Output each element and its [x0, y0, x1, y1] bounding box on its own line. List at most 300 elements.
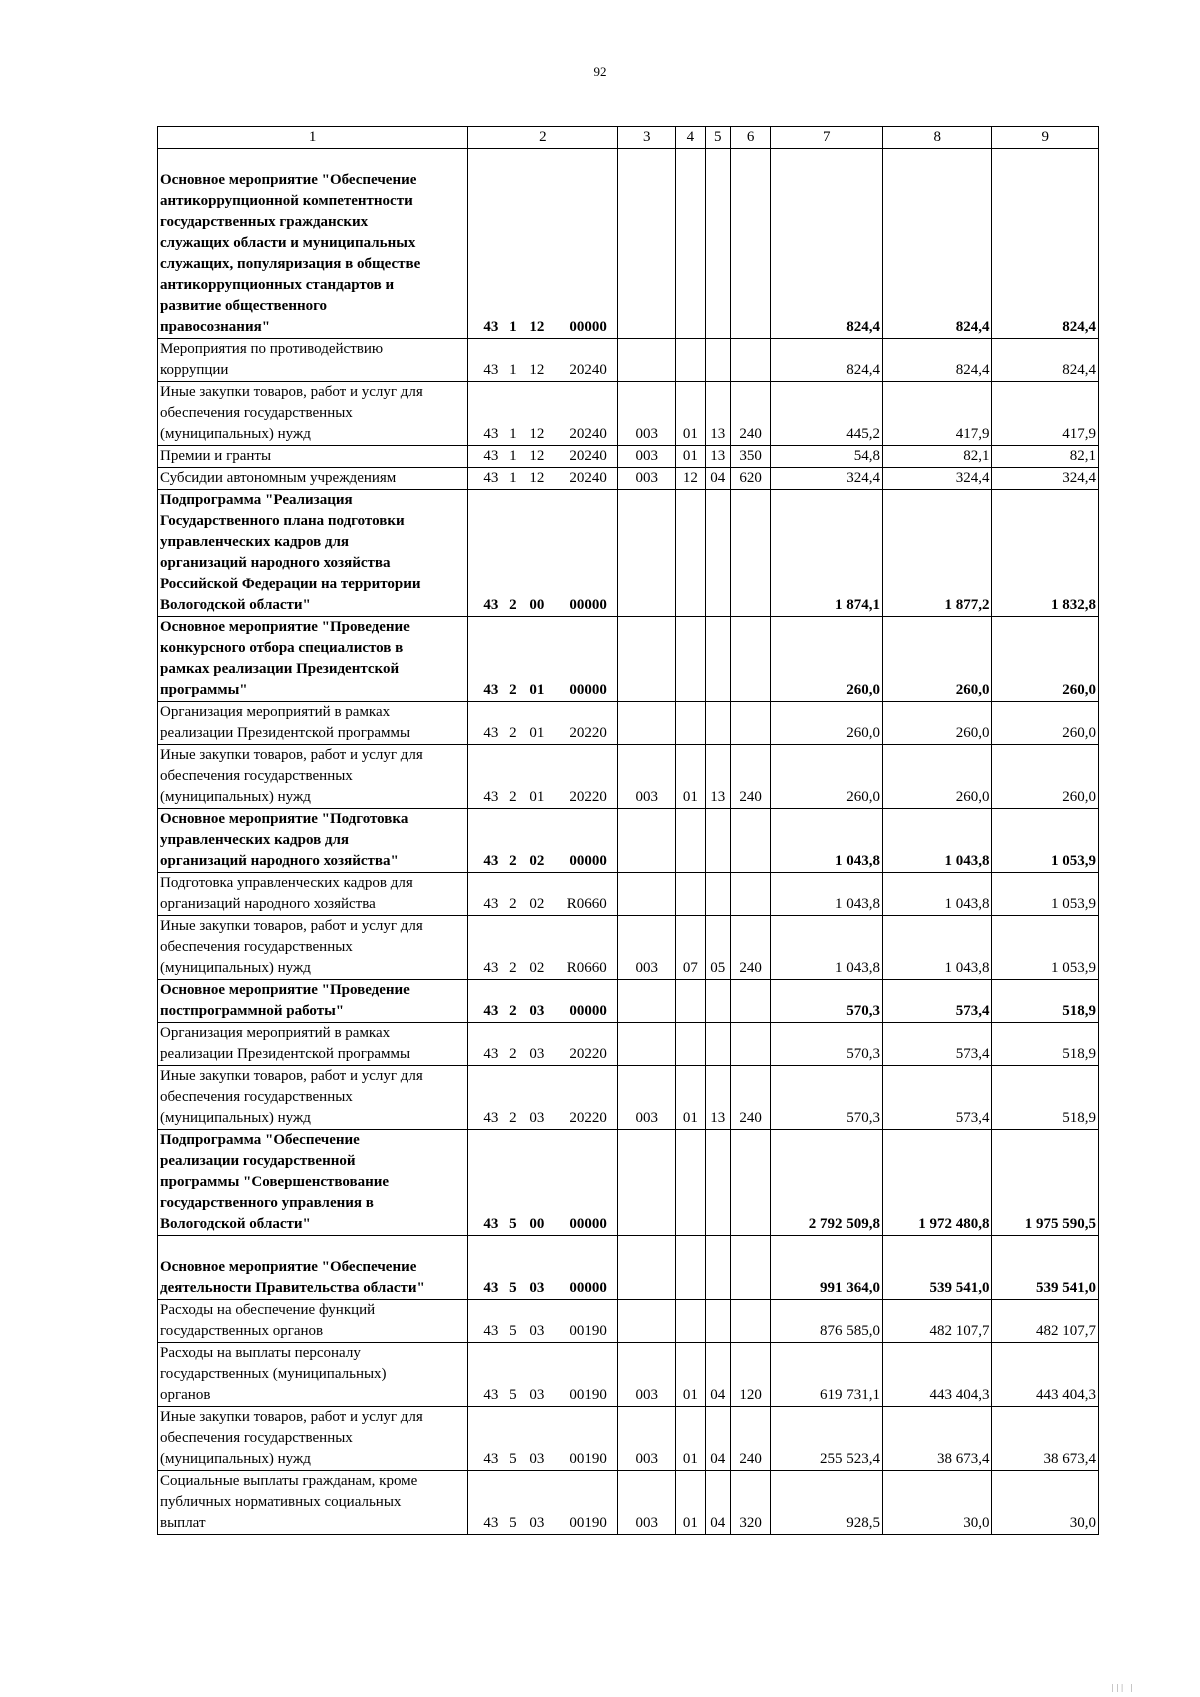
section-code: 01 [676, 382, 705, 446]
code-part: 43 [483, 448, 499, 464]
code-part: 43 [483, 1110, 499, 1126]
amount-col-7: 928,5 [771, 1471, 883, 1535]
amount-col-9: 417,9 [992, 382, 1099, 446]
classification-code [468, 490, 618, 617]
row-name-line: деятельности Правительства области" [160, 1280, 425, 1296]
table-row [158, 1066, 1099, 1130]
row-name [158, 1300, 468, 1343]
row-name-line: Вологодской области" [160, 597, 311, 613]
code-part: 00000 [569, 319, 607, 335]
amount-col-7: 324,4 [771, 468, 883, 490]
code-part: 03 [529, 1387, 545, 1403]
row-name-line: государственных органов [160, 1323, 324, 1339]
header-cell: 8 [882, 127, 992, 149]
row-name-line: (муниципальных) нужд [160, 789, 311, 805]
amount-col-9: 539 541,0 [992, 1236, 1099, 1300]
code-part: 12 [529, 470, 545, 486]
section-code [676, 1130, 705, 1236]
row-name [158, 1023, 468, 1066]
amount-col-7: 570,3 [771, 1066, 883, 1130]
amount-col-8: 539 541,0 [882, 1236, 992, 1300]
section-code [676, 490, 705, 617]
expense-type-code [730, 702, 771, 745]
ministry-code [618, 809, 676, 873]
amount-col-8: 573,4 [882, 1023, 992, 1066]
row-name-line: конкурсного отбора специалистов в [160, 640, 404, 656]
section-code [676, 980, 705, 1023]
row-name-line: управленческих кадров для [160, 534, 350, 550]
table-row [158, 1236, 1099, 1300]
amount-col-7: 54,8 [771, 446, 883, 468]
row-name [158, 490, 468, 617]
section-code [676, 702, 705, 745]
amount-col-8: 260,0 [882, 745, 992, 809]
amount-col-9: 1 053,9 [992, 916, 1099, 980]
code-part: 2 [509, 896, 517, 912]
row-name [158, 702, 468, 745]
classification-code [468, 1023, 618, 1066]
ministry-code: 003 [618, 382, 676, 446]
code-part: 1 [509, 362, 517, 378]
row-name-line: Премии и гранты [160, 448, 272, 464]
subsection-code [705, 980, 730, 1023]
expense-type-code: 350 [730, 446, 771, 468]
row-name-line: Иные закупки товаров, работ и услуг для [160, 747, 423, 763]
expense-type-code: 320 [730, 1471, 771, 1535]
amount-col-8: 1 043,8 [882, 809, 992, 873]
table-row [158, 1407, 1099, 1471]
section-code [676, 149, 705, 339]
amount-col-8: 443 404,3 [882, 1343, 992, 1407]
expense-type-code [730, 1023, 771, 1066]
subsection-code [705, 339, 730, 382]
header-cell: 1 [158, 127, 468, 149]
header-cell: 5 [705, 127, 730, 149]
amount-col-9: 30,0 [992, 1471, 1099, 1535]
subsection-code [705, 490, 730, 617]
amount-col-8: 824,4 [882, 339, 992, 382]
code-part: 43 [483, 1451, 499, 1467]
code-part: 5 [509, 1323, 517, 1339]
expense-type-code: 240 [730, 1066, 771, 1130]
amount-col-8: 1 972 480,8 [882, 1130, 992, 1236]
code-part: 12 [529, 448, 545, 464]
ministry-code: 003 [618, 916, 676, 980]
code-part: 00000 [569, 597, 607, 613]
row-name [158, 1407, 468, 1471]
amount-col-9: 260,0 [992, 745, 1099, 809]
blank-line [160, 1236, 465, 1257]
section-code [676, 809, 705, 873]
amount-col-9: 260,0 [992, 702, 1099, 745]
code-part: 43 [483, 1515, 499, 1531]
row-name-line: Иные закупки товаров, работ и услуг для [160, 384, 423, 400]
code-part: 12 [529, 362, 545, 378]
row-name [158, 617, 468, 702]
expense-type-code: 240 [730, 1407, 771, 1471]
amount-col-8: 260,0 [882, 617, 992, 702]
amount-col-8: 1 043,8 [882, 916, 992, 980]
table-row [158, 980, 1099, 1023]
row-name-line: служащих области и муниципальных [160, 235, 416, 251]
code-part: 43 [483, 682, 499, 698]
table-row [158, 702, 1099, 745]
row-name-line: развитие общественного [160, 298, 328, 314]
amount-col-7: 2 792 509,8 [771, 1130, 883, 1236]
subsection-code: 13 [705, 382, 730, 446]
amount-col-9: 518,9 [992, 980, 1099, 1023]
table-row [158, 1023, 1099, 1066]
section-code: 01 [676, 1343, 705, 1407]
row-name-line: Организация мероприятий в рамках [160, 704, 391, 720]
amount-col-9: 38 673,4 [992, 1407, 1099, 1471]
code-part: 2 [509, 1110, 517, 1126]
classification-code [468, 382, 618, 446]
row-name-line: организаций народного хозяйства [160, 555, 391, 571]
classification-code [468, 702, 618, 745]
row-name-line: Иные закупки товаров, работ и услуг для [160, 1068, 423, 1084]
classification-code [468, 809, 618, 873]
ministry-code [618, 149, 676, 339]
amount-col-8: 482 107,7 [882, 1300, 992, 1343]
code-part: 2 [509, 597, 517, 613]
amount-col-7: 619 731,1 [771, 1343, 883, 1407]
code-part: 43 [483, 1216, 499, 1232]
row-name-line: Основное мероприятие "Обеспечение [160, 1259, 417, 1275]
row-name-line: Основное мероприятие "Подготовка [160, 811, 409, 827]
row-name-line: Подпрограмма "Обеспечение [160, 1132, 360, 1148]
ministry-code [618, 980, 676, 1023]
row-name [158, 1343, 468, 1407]
row-name-line: антикоррупционной компетентности [160, 193, 413, 209]
row-name-line: постпрограммной работы" [160, 1003, 345, 1019]
ministry-code: 003 [618, 446, 676, 468]
subsection-code: 04 [705, 468, 730, 490]
classification-code [468, 446, 618, 468]
amount-col-8: 30,0 [882, 1471, 992, 1535]
row-name-line: программы "Совершенствование [160, 1174, 390, 1190]
row-name-line: (муниципальных) нужд [160, 426, 311, 442]
table-row [158, 382, 1099, 446]
code-part: 00000 [569, 1280, 607, 1296]
section-code: 01 [676, 745, 705, 809]
code-part: 03 [529, 1280, 545, 1296]
section-code: 01 [676, 1471, 705, 1535]
row-name-line: Организация мероприятий в рамках [160, 1025, 391, 1041]
row-name-line: Расходы на выплаты персоналу [160, 1345, 361, 1361]
amount-col-9: 482 107,7 [992, 1300, 1099, 1343]
code-part: 43 [483, 960, 499, 976]
section-code [676, 1023, 705, 1066]
code-part: 03 [529, 1451, 545, 1467]
section-code [676, 1300, 705, 1343]
amount-col-9: 1 053,9 [992, 873, 1099, 916]
code-part: 43 [483, 597, 499, 613]
row-name-line: организаций народного хозяйства" [160, 853, 399, 869]
expense-type-code [730, 980, 771, 1023]
code-part: 20220 [569, 1046, 607, 1062]
code-part: 2 [509, 725, 517, 741]
amount-col-7: 255 523,4 [771, 1407, 883, 1471]
code-part: 2 [509, 789, 517, 805]
table-row [158, 617, 1099, 702]
classification-code [468, 1407, 618, 1471]
row-name [158, 468, 468, 490]
code-part: 1 [509, 426, 517, 442]
code-part: 20220 [569, 1110, 607, 1126]
code-part: 00 [529, 1216, 545, 1232]
code-part: 1 [509, 319, 517, 335]
expense-type-code [730, 149, 771, 339]
table-body [158, 149, 1099, 1535]
row-name [158, 1236, 468, 1300]
amount-col-7: 260,0 [771, 617, 883, 702]
code-part: 43 [483, 1387, 499, 1403]
ministry-code [618, 1236, 676, 1300]
expense-type-code [730, 873, 771, 916]
row-name-line: правосознания" [160, 319, 271, 335]
code-part: 20220 [569, 789, 607, 805]
row-name-line: обеспечения государственных [160, 768, 353, 784]
subsection-code [705, 809, 730, 873]
ministry-code: 003 [618, 745, 676, 809]
expense-type-code [730, 1130, 771, 1236]
table-row [158, 916, 1099, 980]
section-code [676, 339, 705, 382]
expense-type-code [730, 809, 771, 873]
subsection-code: 13 [705, 1066, 730, 1130]
code-part: 2 [509, 853, 517, 869]
expense-type-code: 240 [730, 916, 771, 980]
header-cell: 7 [771, 127, 883, 149]
code-part: 43 [483, 853, 499, 869]
row-name-line: программы" [160, 682, 248, 698]
classification-code [468, 149, 618, 339]
row-name [158, 1471, 468, 1535]
header-cell: 4 [676, 127, 705, 149]
row-name-line: государственного управления в [160, 1195, 374, 1211]
code-part: 03 [529, 1110, 545, 1126]
classification-code [468, 916, 618, 980]
amount-col-7: 570,3 [771, 1023, 883, 1066]
subsection-code [705, 1130, 730, 1236]
amount-col-9: 324,4 [992, 468, 1099, 490]
ministry-code [618, 1130, 676, 1236]
amount-col-7: 1 874,1 [771, 490, 883, 617]
row-name-line: Государственного плана подготовки [160, 513, 405, 529]
row-name-line: Вологодской области" [160, 1216, 311, 1232]
code-part: 43 [483, 1046, 499, 1062]
row-name-line: антикоррупционных стандартов и [160, 277, 395, 293]
code-part: 01 [529, 789, 545, 805]
row-name-line: государственных (муниципальных) [160, 1366, 387, 1382]
amount-col-8: 324,4 [882, 468, 992, 490]
ministry-code: 003 [618, 1407, 676, 1471]
classification-code [468, 1300, 618, 1343]
row-name-line: Российской Федерации на территории [160, 576, 421, 592]
row-name-line: (муниципальных) нужд [160, 960, 311, 976]
table-row [158, 490, 1099, 617]
expense-type-code: 120 [730, 1343, 771, 1407]
amount-col-9: 82,1 [992, 446, 1099, 468]
row-name-line: служащих, популяризация в обществе [160, 256, 421, 272]
amount-col-7: 260,0 [771, 702, 883, 745]
row-name-line: Основное мероприятие "Проведение [160, 619, 410, 635]
classification-code [468, 339, 618, 382]
row-name-line: государственных гражданских [160, 214, 369, 230]
ministry-code [618, 1023, 676, 1066]
classification-code [468, 1236, 618, 1300]
code-part: R0660 [566, 960, 607, 976]
section-code [676, 873, 705, 916]
code-part: 5 [509, 1387, 517, 1403]
code-part: 20240 [569, 426, 607, 442]
section-code [676, 617, 705, 702]
amount-col-8: 573,4 [882, 980, 992, 1023]
row-name [158, 809, 468, 873]
amount-col-7: 991 364,0 [771, 1236, 883, 1300]
subsection-code [705, 873, 730, 916]
code-part: 20240 [569, 362, 607, 378]
blank-line [160, 149, 465, 170]
header-cell: 2 [468, 127, 618, 149]
code-part: 12 [529, 319, 545, 335]
subsection-code: 04 [705, 1407, 730, 1471]
code-part: 00190 [569, 1515, 607, 1531]
amount-col-7: 824,4 [771, 149, 883, 339]
code-part: 43 [483, 470, 499, 486]
code-part: 43 [483, 1323, 499, 1339]
table-row [158, 446, 1099, 468]
section-code: 01 [676, 1407, 705, 1471]
code-part: R0660 [566, 896, 607, 912]
row-name-line: публичных нормативных социальных [160, 1494, 402, 1510]
subsection-code [705, 702, 730, 745]
row-name-line: обеспечения государственных [160, 939, 353, 955]
code-part: 43 [483, 1280, 499, 1296]
classification-code [468, 745, 618, 809]
classification-code [468, 873, 618, 916]
section-code: 12 [676, 468, 705, 490]
code-part: 43 [483, 896, 499, 912]
expense-type-code [730, 1300, 771, 1343]
amount-col-7: 570,3 [771, 980, 883, 1023]
code-part: 5 [509, 1451, 517, 1467]
expense-type-code: 620 [730, 468, 771, 490]
table-row [158, 149, 1099, 339]
section-code: 01 [676, 446, 705, 468]
classification-code [468, 1130, 618, 1236]
code-part: 43 [483, 789, 499, 805]
row-name-line: Основное мероприятие "Проведение [160, 982, 410, 998]
row-name-line: (муниципальных) нужд [160, 1451, 311, 1467]
row-name-line: Мероприятия по противодействию [160, 341, 384, 357]
amount-col-7: 260,0 [771, 745, 883, 809]
table-row [158, 1343, 1099, 1407]
subsection-code: 13 [705, 446, 730, 468]
row-name-line: управленческих кадров для [160, 832, 350, 848]
table-row [158, 339, 1099, 382]
code-part: 43 [483, 426, 499, 442]
row-name-line: обеспечения государственных [160, 405, 353, 421]
section-code [676, 1236, 705, 1300]
row-name [158, 916, 468, 980]
code-part: 2 [509, 960, 517, 976]
row-name [158, 1066, 468, 1130]
code-part: 02 [529, 853, 545, 869]
amount-col-8: 573,4 [882, 1066, 992, 1130]
row-name-line: выплат [160, 1515, 206, 1531]
code-part: 2 [509, 1003, 517, 1019]
classification-code [468, 1066, 618, 1130]
table-row [158, 468, 1099, 490]
ministry-code [618, 339, 676, 382]
subsection-code [705, 1236, 730, 1300]
amount-col-9: 260,0 [992, 617, 1099, 702]
amount-col-7: 824,4 [771, 339, 883, 382]
amount-col-7: 1 043,8 [771, 873, 883, 916]
amount-col-9: 1 053,9 [992, 809, 1099, 873]
classification-code [468, 1343, 618, 1407]
subsection-code: 04 [705, 1471, 730, 1535]
code-part: 5 [509, 1280, 517, 1296]
amount-col-9: 824,4 [992, 339, 1099, 382]
code-part: 5 [509, 1515, 517, 1531]
code-part: 5 [509, 1216, 517, 1232]
code-part: 20240 [569, 470, 607, 486]
amount-col-9: 518,9 [992, 1066, 1099, 1130]
header-cell: 9 [992, 127, 1099, 149]
code-part: 00000 [569, 1003, 607, 1019]
code-part: 03 [529, 1515, 545, 1531]
amount-col-9: 518,9 [992, 1023, 1099, 1066]
code-part: 03 [529, 1323, 545, 1339]
subsection-code: 05 [705, 916, 730, 980]
code-part: 20240 [569, 448, 607, 464]
header-cell: 6 [730, 127, 771, 149]
row-name-line: Социальные выплаты гражданам, кроме [160, 1473, 418, 1489]
code-part: 01 [529, 725, 545, 741]
code-part: 43 [483, 319, 499, 335]
amount-col-9: 1 832,8 [992, 490, 1099, 617]
amount-col-8: 1 043,8 [882, 873, 992, 916]
code-part: 00190 [569, 1451, 607, 1467]
table-row [158, 1471, 1099, 1535]
amount-col-8: 824,4 [882, 149, 992, 339]
budget-table [157, 126, 1099, 1535]
row-name-line: Иные закупки товаров, работ и услуг для [160, 918, 423, 934]
row-name [158, 1130, 468, 1236]
ministry-code [618, 1300, 676, 1343]
row-name [158, 339, 468, 382]
subsection-code [705, 1300, 730, 1343]
subsection-code [705, 1023, 730, 1066]
expense-type-code [730, 339, 771, 382]
code-part: 2 [509, 1046, 517, 1062]
code-part: 20220 [569, 725, 607, 741]
row-name-line: Расходы на обеспечение функций [160, 1302, 376, 1318]
ministry-code: 003 [618, 1471, 676, 1535]
amount-col-9: 443 404,3 [992, 1343, 1099, 1407]
code-part: 02 [529, 960, 545, 976]
ministry-code [618, 702, 676, 745]
header-cell: 3 [618, 127, 676, 149]
expense-type-code [730, 617, 771, 702]
row-name-line: Субсидии автономным учреждениям [160, 470, 397, 486]
code-part: 00000 [569, 682, 607, 698]
row-name [158, 149, 468, 339]
amount-col-8: 82,1 [882, 446, 992, 468]
